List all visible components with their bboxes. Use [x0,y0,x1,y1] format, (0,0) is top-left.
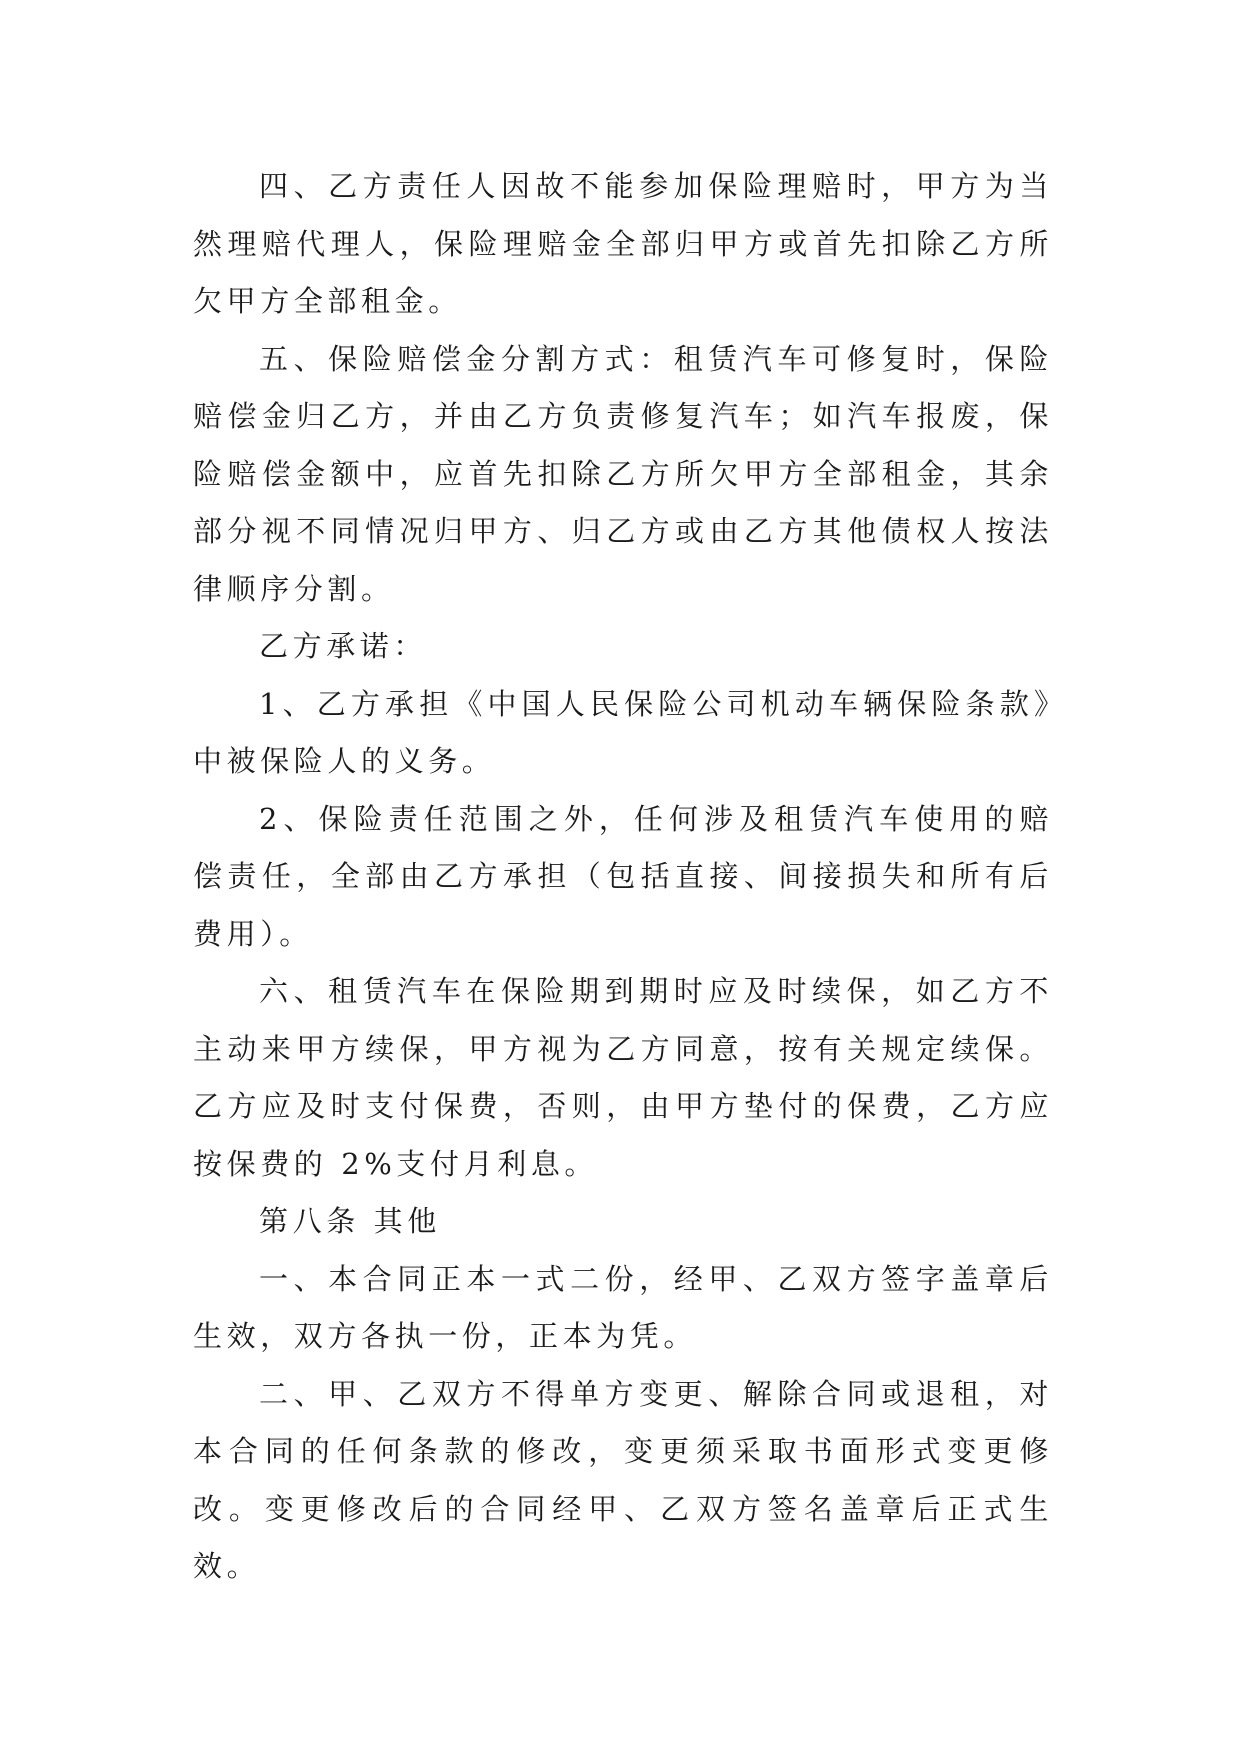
document-body [193,158,1053,1596]
commitment-item-2: 2、保险责任范围之外，任何涉及租赁汽车使用的赔偿责任，全部由乙方承担（包括直接、间接损失和所有后费用）。 [193,801,1053,951]
clause-four-paragraph: 四、乙方责任人因故不能参加保险理赔时，甲方为当然理赔代理人，保险理赔金全部归甲方或首先扣除乙方所欠甲方全部租金。 [193,169,1053,318]
article-eight-heading: 第八条 其他 [259,1204,441,1238]
article-eight-item-1: 一、本合同正本一式二份，经甲、乙双方签字盖章后生效，双方各执一份，正本为凭。 [193,1261,1053,1353]
commitment-item-1: 1、乙方承担《中国人民保险公司机动车辆保险条款》中被保险人的义务。 [193,686,1053,778]
article-eight-item-2: 二、甲、乙双方不得单方变更、解除合同或退租，对本合同的任何条款的修改，变更须采取书面形式变更修改。变更修改后的合同经甲、乙双方签名盖章后正式生效。 [193,1376,1053,1583]
clause-six-paragraph: 六、租赁汽车在保险期到期时应及时续保，如乙方不主动来甲方续保，甲方视为乙方同意，按有关规定续保。乙方应及时支付保费，否则，由甲方垫付的保费，乙方应按保费的 2%支付月利息。 [193,974,1053,1181]
clause-five-paragraph: 五、保险赔偿金分割方式：租赁汽车可修复时，保险赔偿金归乙方，并由乙方负责修复汽车；如汽车报废，保险赔偿金额中，应首先扣除乙方所欠甲方全部租金，其余部分视不同情况归甲方、归乙方或由乙方其他债权人按法律顺序分割。 [193,341,1053,606]
party-b-commitment-heading: 乙方承诺： [259,629,428,663]
